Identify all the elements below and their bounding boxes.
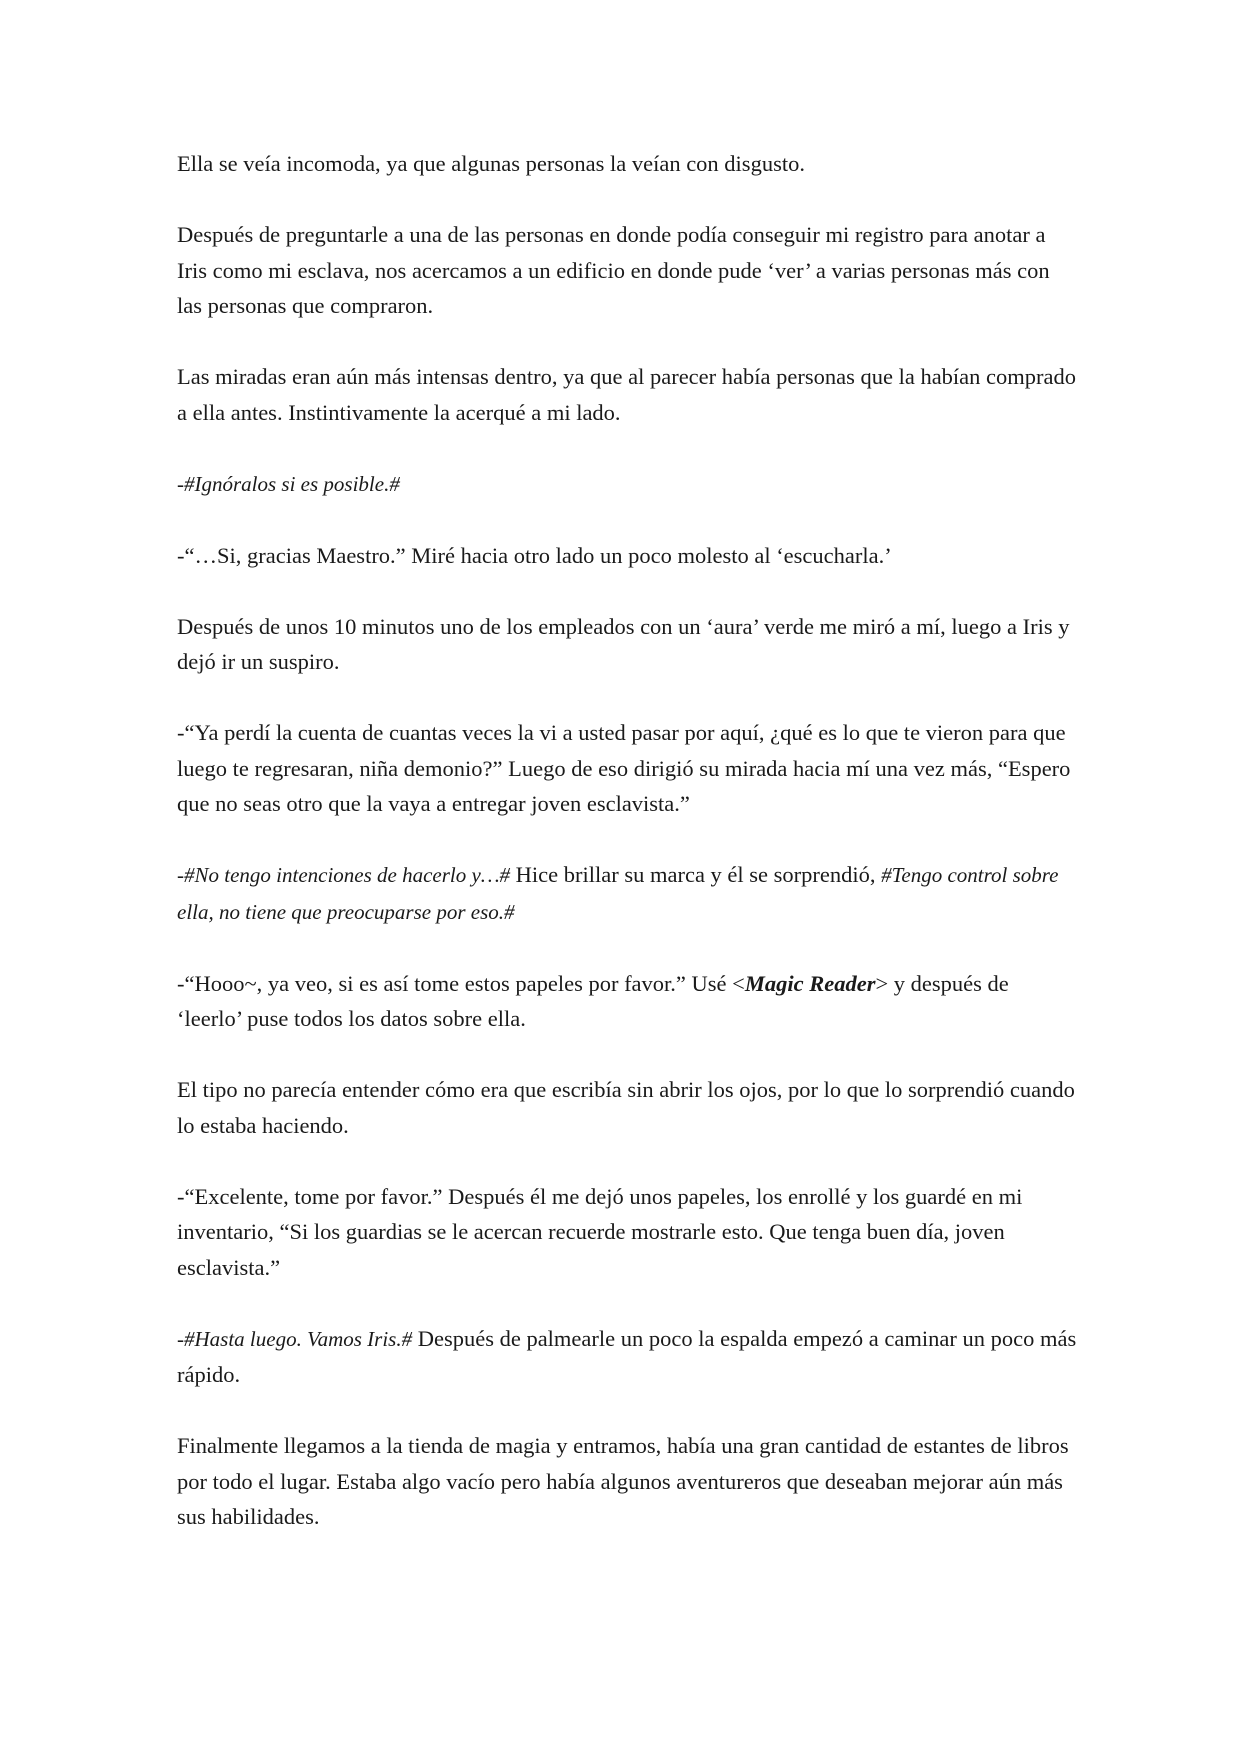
text-run: -“Ya perdí la cuenta de cuantas veces la vi a usted pasar por aquí, ¿qué es lo que te vieron para que luego te regresaran, niña demonio?” Luego de eso dirigió su mirada hacia mí una vez más, “Espero que no seas otro que la vaya a entregar joven esclavista.”: [177, 720, 1071, 816]
paragraph: [177, 609, 1077, 680]
document-body: [177, 146, 1077, 1570]
text-run: Después de unos 10 minutos uno de los empleados con un ‘aura’ verde me miró a mí, luego a Iris y dejó ir un suspiro.: [177, 613, 1070, 674]
text-run: -“Hooo~, ya veo, si es así tome estos papeles por favor.” Usé <: [177, 970, 745, 996]
text-run: Después de palmearle un poco la espalda empezó a caminar un poco más rápido.: [177, 1325, 1077, 1387]
text-run: > y después de ‘leerlo’ puse todos los datos sobre ella.: [177, 970, 1009, 1031]
text-run: -“…Si, gracias Maestro.” Miré hacia otro lado un poco molesto al ‘escucharla.’: [177, 542, 892, 568]
text-run: Después de preguntarle a una de las personas en donde podía conseguir mi registro para anotar a Iris como mi esclava, nos acercamos a un edificio en donde pude ‘ver’ a varias personas más con las personas que compraron.: [177, 222, 1050, 318]
paragraph: [177, 217, 1077, 324]
text-run: El tipo no parecía entender cómo era que escribía sin abrir los ojos, por lo que lo sorprendió cuando lo estaba haciendo.: [177, 1077, 1075, 1138]
skill-name: Magic Reader: [744, 970, 876, 996]
telepathic-speech: #Tengo control sobre ella, no tiene que preocuparse por eso.#: [177, 863, 1059, 924]
paragraph: [177, 1321, 1077, 1393]
telepathic-speech: -#No tengo intenciones de hacerlo y…#: [177, 863, 511, 887]
paragraph: [177, 1072, 1077, 1143]
telepathic-speech: -#Ignóralos si es posible.#: [177, 471, 400, 496]
paragraph: [177, 538, 1077, 574]
paragraph: [177, 857, 1077, 930]
paragraph: [177, 1428, 1077, 1535]
text-run: Hice brillar su marca y él se sorprendió,: [510, 862, 882, 887]
paragraph: [177, 146, 1077, 182]
paragraph: [177, 966, 1077, 1037]
text-run: -“Excelente, tome por favor.” Después él me dejó unos papeles, los enrollé y los guardé en mi inventario, “Si los guardias se le acercan recuerde mostrarle esto. Que tenga buen día, joven esclavista.”: [177, 1183, 1023, 1280]
telepathic-speech: -#Hasta luego. Vamos Iris.#: [177, 1326, 413, 1351]
paragraph: [177, 715, 1077, 822]
text-run: Ella se veía incomoda, ya que algunas personas la veían con disgusto.: [177, 151, 805, 176]
paragraph: [177, 466, 1077, 503]
paragraph: [177, 1179, 1077, 1286]
paragraph: [177, 359, 1077, 430]
text-run: Finalmente llegamos a la tienda de magia y entramos, había una gran cantidad de estantes de libros por todo el lugar. Estaba algo vacío pero había algunos aventureros que deseaban mejorar aún más sus habilidades.: [177, 1433, 1069, 1529]
text-run: Las miradas eran aún más intensas dentro, ya que al parecer había personas que la habían comprado a ella antes. Instintivamente la acerqué a mi lado.: [177, 364, 1077, 425]
